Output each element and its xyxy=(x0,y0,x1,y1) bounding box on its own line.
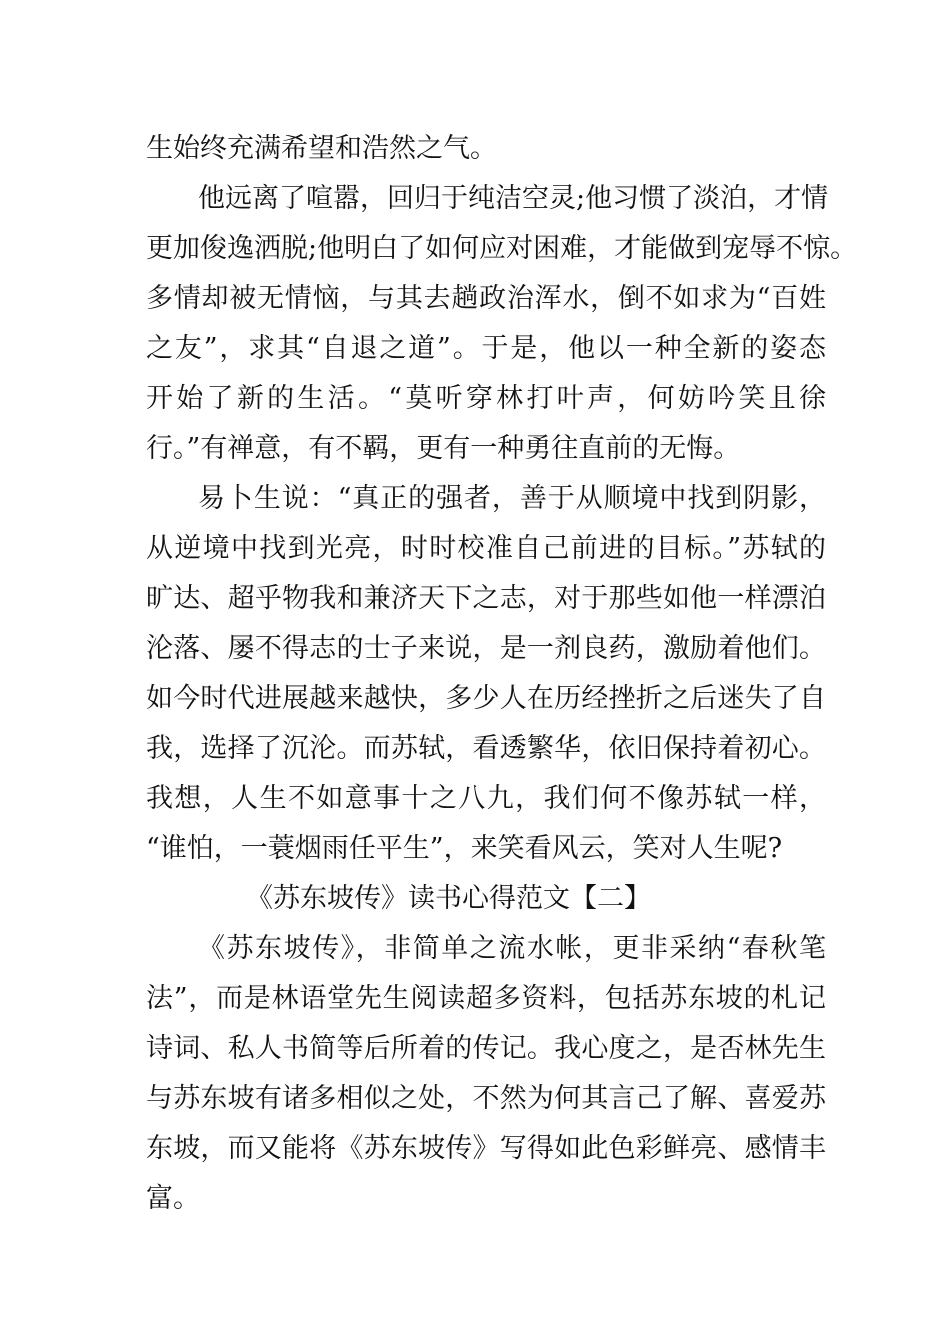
text-line: 法”，而是林语堂先生阅读超多资料，包括苏东坡的札记 xyxy=(146,983,826,1014)
text-line: 行。”有禅意，有不羁，更有一种勇往直前的无悔。 xyxy=(146,433,741,464)
section-heading: 《苏东坡传》读书心得范文【二】 xyxy=(246,883,651,914)
text-line: 我，选择了沉沦。而苏轼，看透繁华，依旧保持着初心。 xyxy=(146,733,826,764)
text-line: 他远离了喧嚣，回归于纯洁空灵;他习惯了淡泊，才情 xyxy=(198,183,829,214)
text-line: “谁怕，一蓑烟雨任平生”，来笑看风云，笑对人生呢? xyxy=(146,833,783,864)
text-line: 我想，人生不如意事十之八九，我们何不像苏轼一样， xyxy=(146,783,826,814)
text-line: 沦落、屡不得志的士子来说，是一剂良药，激励着他们。 xyxy=(146,633,826,664)
text-line: 开始了新的生活。“莫听穿林打叶声，何妨吟笑且徐 xyxy=(146,383,826,414)
text-line: 生始终充满希望和浩然之气。 xyxy=(146,133,497,164)
text-line: 诗词、私人书简等后所着的传记。我心度之，是否林先生 xyxy=(146,1033,826,1064)
text-line: 之友”，求其“自退之道”。于是，他以一种全新的姿态 xyxy=(146,333,826,364)
text-line: 《苏东坡传》，非简单之流水帐，更非采纳“春秋笔 xyxy=(198,933,826,964)
text-line: 如今时代进展越来越快，多少人在历经挫折之后迷失了自 xyxy=(146,683,826,714)
text-line: 更加俊逸洒脱;他明白了如何应对困难，才能做到宠辱不惊。 xyxy=(146,233,858,264)
text-line: 多情却被无情恼，与其去趟政治浑水，倒不如求为“百姓 xyxy=(146,283,826,314)
text-line: 旷达、超乎物我和兼济天下之志，对于那些如他一样漂泊 xyxy=(146,583,826,614)
text-line: 与苏东坡有诸多相似之处，不然为何其言己了解、喜爱苏 xyxy=(146,1083,826,1114)
text-line: 东坡，而又能将《苏东坡传》写得如此色彩鲜亮、感情丰 xyxy=(146,1133,826,1164)
text-line: 易卜生说：“真正的强者，善于从顺境中找到阴影， xyxy=(198,483,826,514)
text-line: 从逆境中找到光亮，时时校准自己前进的目标。”苏轼的 xyxy=(146,533,826,564)
text-line: 富。 xyxy=(146,1183,200,1214)
